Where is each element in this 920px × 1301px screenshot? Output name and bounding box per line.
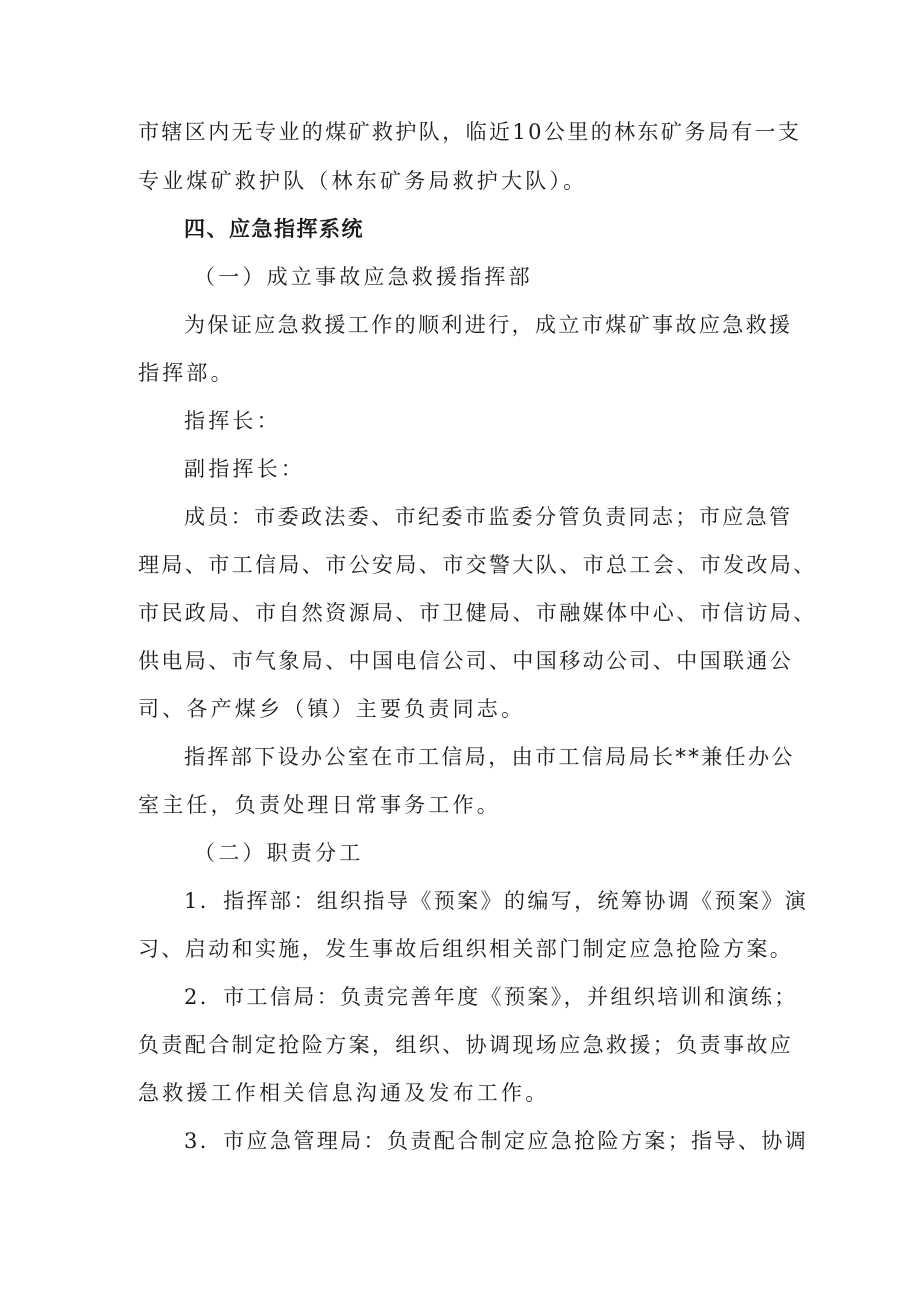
paragraph-line: 负责配合制定抢险方案，组织、协调现场应急救援；负责事故应 <box>138 1033 794 1057</box>
paragraph-line: 指挥部。 <box>138 361 235 385</box>
paragraph-line: 市民政局、市自然资源局、市卫健局、市融媒体中心、市信访局、 <box>138 601 817 625</box>
paragraph-line: 习、启动和实施，发生事故后组织相关部门制定应急抢险方案。 <box>138 937 794 961</box>
paragraph-line: 供电局、市气象局、中国电信公司、中国移动公司、中国联通公 <box>138 649 794 673</box>
paragraph-line: 理局、市工信局、市公安局、市交警大队、市总工会、市发改局、 <box>138 553 817 577</box>
list-item: 2．市工信局：负责完善年度《预案》，并组织培训和演练； <box>184 985 798 1009</box>
role-label: 副指挥长： <box>184 457 305 481</box>
subsection-heading: （二）职责分工 <box>194 841 364 865</box>
paragraph-line: 室主任，负责处理日常事务工作。 <box>138 793 501 817</box>
list-item: 3．市应急管理局：负责配合制定应急抢险方案；指导、协调 <box>184 1129 809 1153</box>
role-label: 指挥长： <box>184 409 281 433</box>
section-heading: 四、应急指挥系统 <box>184 217 364 241</box>
paragraph-line: 指挥部下设办公室在市工信局，由市工信局局长**兼任办公 <box>184 745 795 769</box>
subsection-heading: （一）成立事故应急救援指挥部 <box>194 265 533 289</box>
paragraph-line: 为保证应急救援工作的顺利进行，成立市煤矿事故应急救援 <box>184 313 793 337</box>
paragraph-line: 成员：市委政法委、市纪委市监委分管负责同志；市应急管 <box>184 505 793 529</box>
paragraph-line: 急救援工作相关信息沟通及发布工作。 <box>138 1081 550 1105</box>
paragraph-line: 市辖区内无专业的煤矿救护队，临近10公里的林东矿务局有一支 <box>138 120 802 144</box>
paragraph-line: 司、各产煤乡（镇）主要负责同志。 <box>138 697 526 721</box>
list-item: 1．指挥部：组织指导《预案》的编写，统筹协调《预案》演 <box>184 889 809 913</box>
paragraph-line: 专业煤矿救护队（林东矿务局救护大队）。 <box>138 169 588 193</box>
